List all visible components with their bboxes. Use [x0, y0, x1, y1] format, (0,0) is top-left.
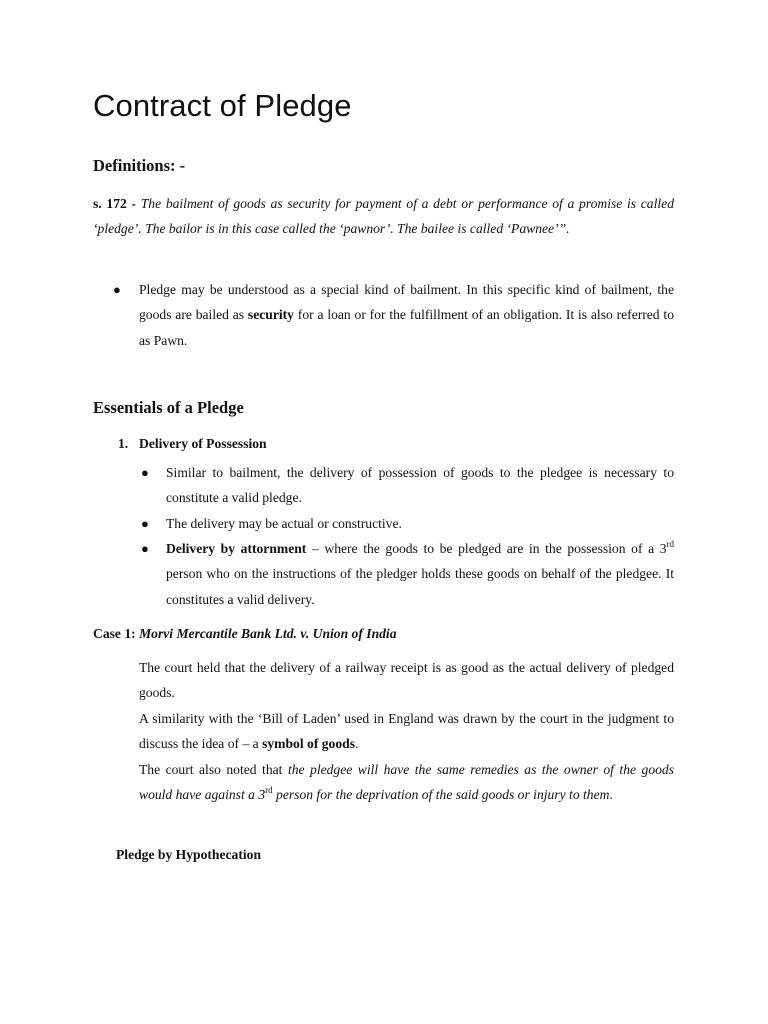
case-italic-text: person for the deprivation of the said goods or injury to them [276, 787, 610, 803]
definitions-heading: Definitions: - [93, 156, 186, 175]
case-text: . [609, 787, 613, 803]
hypothecation-heading: Pledge by Hypothecation [116, 847, 261, 862]
bullet-text-part: for a loan or for the fulfillment of an obligation. It is also referred to as Pawn. [139, 307, 675, 348]
section-reference: s. 172 - [93, 196, 137, 211]
bullet-text-part: Pledge may be understood as a special kind of bailment. In this specific kind of bailment, the goods are bailed as [139, 282, 674, 323]
case-1-holding: The court held that the delivery of a railway receipt is as good as the actual delivery of pledged goods. [139, 660, 674, 701]
sub-bullet-attornment [166, 536, 674, 612]
case-name: Morvi Mercantile Bank Ltd. v. Union of India [139, 626, 397, 641]
security-term: security [247, 307, 294, 323]
case-1-remedies [139, 757, 674, 808]
case-1-bill-of-laden [139, 706, 674, 757]
attornment-text: – where the goods to be pledged are in the possession of a 3 [311, 541, 667, 556]
essentials-heading: Essentials of a Pledge [93, 398, 244, 417]
section-text: The bailment of goods as security for payment of a debt or performance of a promise is called ‘pledge’. The bailor is in this case called the ‘pawnor’. The bailee is called ‘Pawnee’”. [93, 196, 674, 237]
attornment-term: Delivery by attornment [166, 541, 307, 556]
symbol-of-goods-term: symbol of goods [262, 736, 355, 752]
ordinal-suffix: rd [666, 539, 675, 549]
sub-bullet-bailment: Similar to bailment, the delivery of possession of goods to the pledgee is necessary to constitute a valid pledge. [166, 465, 674, 506]
case-label: Case 1: [93, 626, 136, 641]
pledge-bullet-paragraph [139, 277, 674, 353]
section-172-paragraph [93, 191, 674, 242]
bullet-icon: ● [141, 541, 149, 556]
case-text: . [354, 736, 359, 752]
case-italic-text: the pledgee will have the same remedies as the owner of the goods would have against a 3 [139, 762, 674, 803]
list-number: 1. [118, 436, 129, 451]
page-title: Contract of Pledge [93, 88, 352, 123]
case-1-heading [93, 621, 397, 646]
ordinal-suffix: rd [265, 785, 273, 796]
case-text: A similarity with the ‘Bill of Laden’ used in England was drawn by the court in the judgment to discuss the idea of – a [139, 711, 674, 752]
case-text: The court also noted that [139, 762, 283, 777]
attornment-text: person who on the instructions of the pledger holds these goods on behalf of the pledgee. It constitutes a valid delivery. [166, 566, 674, 607]
bullet-icon: ● [113, 282, 121, 297]
bullet-icon: ● [141, 465, 149, 480]
delivery-of-possession-title: Delivery of Possession [139, 436, 267, 451]
sub-bullet-actual-constructive: The delivery may be actual or constructive. [166, 516, 402, 531]
bullet-icon: ● [141, 516, 149, 531]
